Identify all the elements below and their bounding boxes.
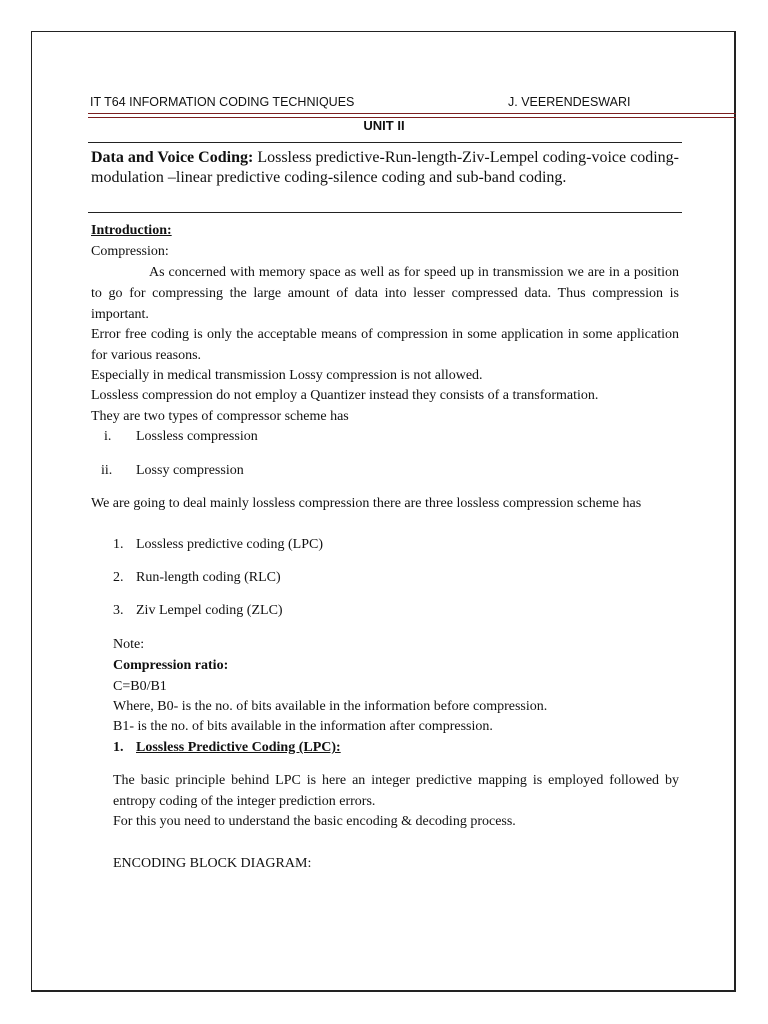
list-marker: i. [104, 429, 112, 444]
lpc-heading: Lossless Predictive Coding (LPC): [136, 740, 341, 755]
diagram-label: ENCODING BLOCK DIAGRAM: [113, 856, 312, 871]
b1-definition: B1- is the no. of bits available in the information after compression. [113, 719, 493, 734]
list-marker: 2. [113, 570, 124, 585]
note-label: Note: [113, 637, 145, 652]
list-item: Lossless compression [136, 429, 258, 444]
intro-heading: Introduction: [91, 223, 172, 238]
intro-line-4: Lossless compression do not employ a Quantizer instead they consists of a transformation. [91, 388, 599, 403]
intro-line-5: They are two types of compressor scheme has [91, 409, 349, 424]
intro-para-2: Error free coding is only the acceptable means of compression in some application in some application for various reasons. [91, 327, 679, 363]
syllabus-top-rule [88, 142, 682, 143]
compression-ratio-heading: Compression ratio: [113, 658, 229, 673]
header-rule [88, 113, 736, 114]
list-item: Run-length coding (RLC) [136, 570, 281, 585]
list-item: Ziv Lempel coding (ZLC) [136, 603, 283, 618]
lpc-line-2: For this you need to understand the basic encoding & decoding process. [113, 814, 516, 829]
b0-definition: Where, B0- is the no. of bits available in the information before compression. [113, 699, 548, 714]
list-marker: 1. [113, 537, 124, 552]
header-author: J. VEERENDESWARI [508, 95, 631, 109]
lpc-para: The basic principle behind LPC is here an integer predictive mapping is employed followed by entropy coding of the integer prediction errors. [113, 773, 679, 809]
syllabus-block [91, 148, 679, 188]
compression-label: Compression: [91, 244, 169, 259]
syllabus-heading: Data and Voice Coding: [91, 149, 254, 166]
intro-para-1: As concerned with memory space as well as for speed up in transmission we are in a position to go for compressing the large amount of data into lesser compressed data. Thus compression is important. [91, 265, 679, 322]
header-course: IT T64 INFORMATION CODING TECHNIQUES [90, 95, 355, 109]
intro-para-6: We are going to deal mainly lossless compression there are three lossless compression scheme has [91, 496, 642, 511]
syllabus-text: Lossless predictive-Run-length-Ziv-Lempel coding-voice coding-modulation –linear predictive coding-silence coding and sub-band coding. [91, 149, 680, 186]
syllabus-bottom-rule [88, 212, 682, 213]
list-item: Lossy compression [136, 463, 244, 478]
ratio-formula: C=B0/B1 [113, 679, 167, 694]
list-marker: 3. [113, 603, 124, 618]
list-item: Lossless predictive coding (LPC) [136, 537, 324, 552]
unit-title: UNIT II [363, 118, 405, 133]
list-marker: ii. [101, 463, 113, 478]
intro-line-3: Especially in medical transmission Lossy compression is not allowed. [91, 368, 483, 383]
lpc-number: 1. [113, 740, 124, 755]
